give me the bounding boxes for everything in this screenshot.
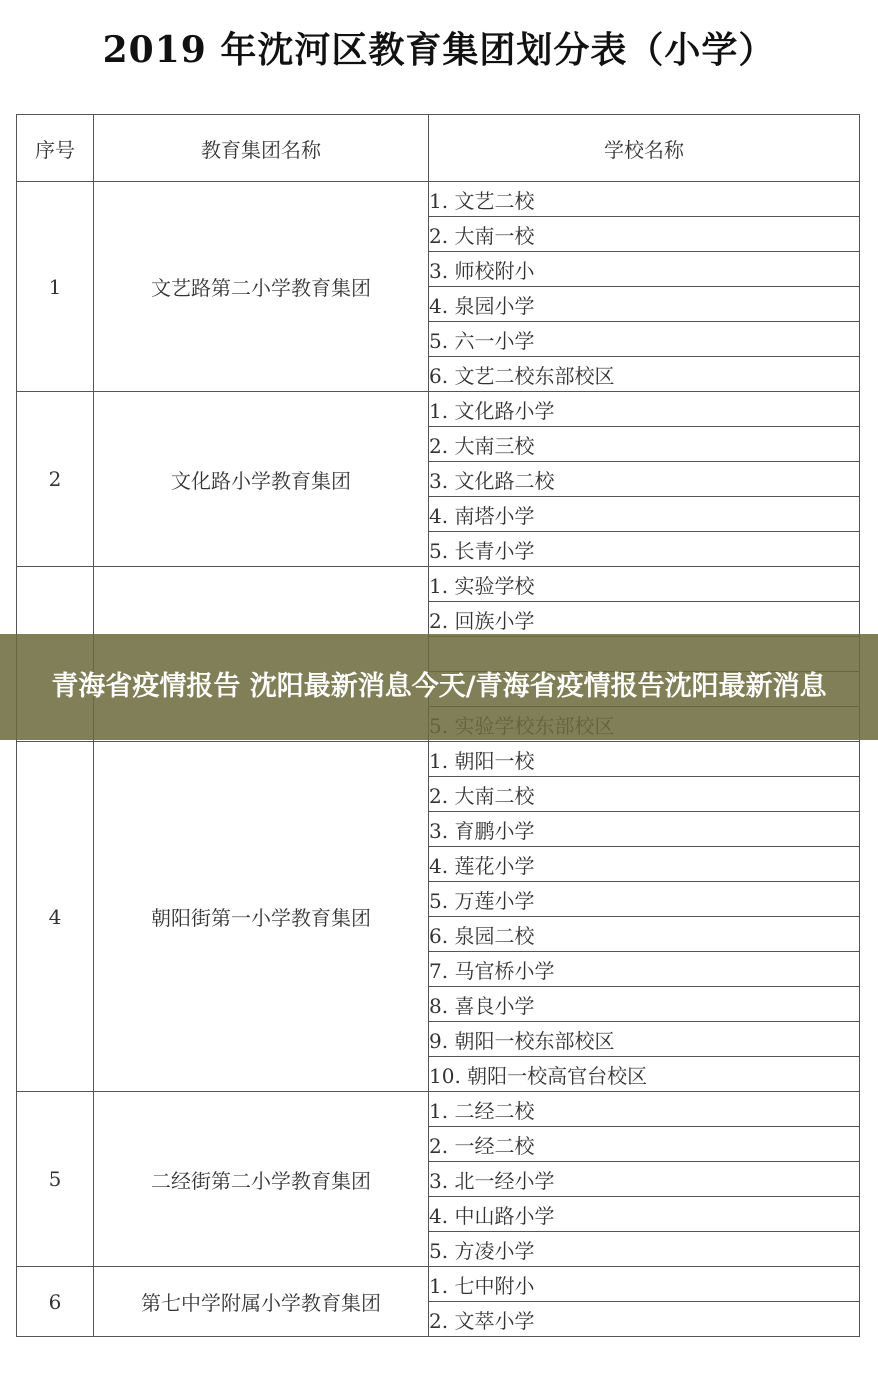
school-name: 2. 大南二校	[429, 777, 860, 812]
school-name: 9. 朝阳一校东部校区	[429, 1022, 860, 1057]
header-school-name: 学校名称	[429, 115, 860, 182]
school-name: 6. 文艺二校东部校区	[429, 357, 860, 392]
school-name: 5. 方凌小学	[429, 1232, 860, 1267]
table-body	[17, 182, 860, 1337]
table-row	[17, 392, 860, 427]
group-name: 文化路小学教育集团	[94, 392, 429, 567]
headline-banner	[0, 634, 878, 740]
school-name: 2. 文萃小学	[429, 1302, 860, 1337]
headline-text: 青海省疫情报告 沈阳最新消息今天/青海省疫情报告沈阳最新消息	[51, 671, 827, 702]
group-name: 二经街第二小学教育集团	[94, 1092, 429, 1267]
school-name: 4. 泉园小学	[429, 287, 860, 322]
school-name: 1. 七中附小	[429, 1267, 860, 1302]
school-name: 1. 文化路小学	[429, 392, 860, 427]
school-name: 1. 实验学校	[429, 567, 860, 602]
school-name: 3. 育鹏小学	[429, 812, 860, 847]
group-number: 5	[17, 1092, 94, 1267]
table-row	[17, 1267, 860, 1302]
school-name: 5. 长青小学	[429, 532, 860, 567]
header-index: 序号	[17, 115, 94, 182]
group-name: 朝阳街第一小学教育集团	[94, 742, 429, 1092]
school-name: 1. 朝阳一校	[429, 742, 860, 777]
school-name: 3. 师校附小	[429, 252, 860, 287]
school-name: 2. 一经二校	[429, 1127, 860, 1162]
group-number: 4	[17, 742, 94, 1092]
school-name: 3. 文化路二校	[429, 462, 860, 497]
group-number: 1	[17, 182, 94, 392]
table-row	[17, 567, 860, 602]
school-name: 5. 六一小学	[429, 322, 860, 357]
school-name: 1. 二经二校	[429, 1092, 860, 1127]
school-name: 2. 大南三校	[429, 427, 860, 462]
school-name: 4. 莲花小学	[429, 847, 860, 882]
group-number: 6	[17, 1267, 94, 1337]
school-name: 5. 万莲小学	[429, 882, 860, 917]
school-name: 4. 中山路小学	[429, 1197, 860, 1232]
school-name: 2. 大南一校	[429, 217, 860, 252]
group-name: 第七中学附属小学教育集团	[94, 1267, 429, 1337]
school-name: 8. 喜良小学	[429, 987, 860, 1022]
school-name: 7. 马官桥小学	[429, 952, 860, 987]
page-title: 2019 年沈河区教育集团划分表（小学）	[102, 29, 776, 71]
school-name: 6. 泉园二校	[429, 917, 860, 952]
school-name: 2. 回族小学	[429, 602, 860, 637]
school-name: 3. 北一经小学	[429, 1162, 860, 1197]
header-group-name: 教育集团名称	[94, 115, 429, 182]
table-header-row	[17, 115, 860, 182]
school-name: 1. 文艺二校	[429, 182, 860, 217]
group-name: 文艺路第二小学教育集团	[94, 182, 429, 392]
table-row	[17, 1092, 860, 1127]
table-row	[17, 742, 860, 777]
school-name: 4. 南塔小学	[429, 497, 860, 532]
table-row	[17, 182, 860, 217]
school-name: 10. 朝阳一校高官台校区	[429, 1057, 860, 1092]
group-number: 2	[17, 392, 94, 567]
